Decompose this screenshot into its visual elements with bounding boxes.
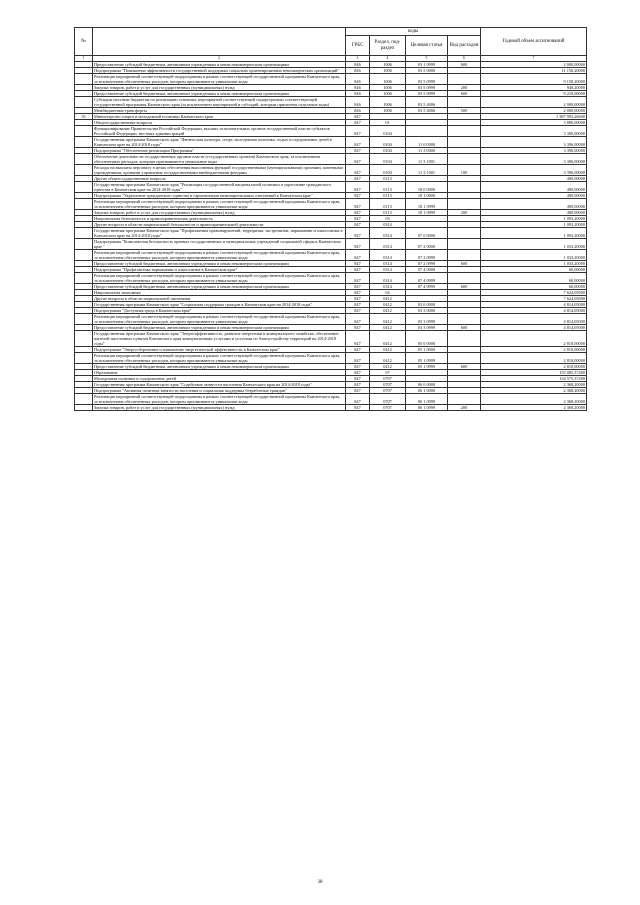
expense-kind-code: 600 (448, 260, 481, 266)
annual-sum: 490,00000 (481, 192, 587, 198)
row-name: Предоставление субсидий бюджетным, автономным учреждениям и иным некоммерческим организациям (93, 363, 346, 369)
annual-sum: 60,00000 (481, 266, 587, 272)
section-code: 0707 (370, 375, 406, 381)
grbs-code: 846 (346, 73, 370, 84)
expense-kind-code: 600 (448, 324, 481, 330)
expense-kind-code: 600 (448, 90, 481, 96)
section-code: 07 (370, 369, 406, 375)
row-name: Межбюджетные трансферты (93, 107, 346, 113)
row-name: Реализация мероприятий соответствующей подпрограммы в рамках соответствующей государственной программы Камчатского края, за исключением обеспеченных расходов, которым присваиваются уникальные коды (93, 272, 346, 283)
row-name: Государственная программа Камчатского края "Содействие занятости населения Камчатского края на 2014-2018 годы" (93, 381, 346, 387)
row-number (75, 227, 93, 238)
target-item-code: 03 5 0000 (406, 67, 448, 73)
grbs-code: 847 (346, 307, 370, 313)
annual-sum: 60,00000 (481, 272, 587, 283)
row-number (75, 136, 93, 147)
target-item-code: 06 0 0000 (406, 381, 448, 387)
annual-sum: 1 093,20000 (481, 221, 587, 227)
target-item-code: 03 3 0999 (406, 324, 448, 330)
annual-sum: 1 387 993,26600 (481, 113, 587, 119)
table-row (75, 181, 587, 192)
annual-sum: 2 368,20000 (481, 381, 587, 387)
annual-sum: 490,00000 (481, 181, 587, 192)
section-code: 0113 (370, 181, 406, 192)
row-name: Государственная программа Камчатского края "Энергоэффективность, развитие энергетики и коммунального хозяйства, обеспечение жителей населенных пунктов Камчатского края коммунальными услугами и услугами по благоустройству территорий на 2014-2018 годы" (93, 330, 346, 346)
row-name: Министерство спорта и молодежной политики Камчатского края (93, 113, 346, 119)
table-row (75, 352, 587, 363)
row-number (75, 198, 93, 209)
table-row (75, 393, 587, 404)
annual-sum: 2 810,00000 (481, 346, 587, 352)
annual-sum: 1 033,20000 (481, 249, 587, 260)
annual-sum: 3 396,00000 (481, 125, 587, 136)
row-name: Подпрограмма "Профилактика наркомании и алкоголизма в Камчатском крае" (93, 266, 346, 272)
section-code: 0412 (370, 352, 406, 363)
grbs-code: 846 (346, 96, 370, 107)
target-item-code: 07 4 0999 (406, 283, 448, 289)
expense-kind-code: 600 (448, 283, 481, 289)
annual-sum: 155 085,37400 (481, 369, 587, 375)
annual-sum: 940,20000 (481, 84, 587, 90)
row-name: Реализация мероприятий соответствующей подпрограммы в рамках соответствующей государственной программы Камчатского края, за исключением обеспеченных расходов, которым присваиваются уникальные коды (93, 352, 346, 363)
grbs-code: 847 (346, 272, 370, 283)
target-item-code: 03 3 0999 (406, 313, 448, 324)
column-index: 3 (346, 56, 370, 62)
target-item-code: 07 4 0999 (406, 272, 448, 283)
section-code: 0113 (370, 209, 406, 215)
section-code: 0314 (370, 238, 406, 249)
annual-sum: 3 396,00000 (481, 147, 587, 153)
annual-sum: 60,00000 (481, 283, 587, 289)
annual-sum: 8 210,00000 (481, 90, 587, 96)
row-number (75, 330, 93, 346)
expense-kind-code (448, 313, 481, 324)
section-code: 0412 (370, 324, 406, 330)
annual-sum: 2 368,20000 (481, 387, 587, 393)
column-header-grbs: ГРБС (346, 36, 370, 56)
table-row (75, 313, 587, 324)
annual-sum: 2 810,00000 (481, 363, 587, 369)
annual-sum: 2 000,00000 (481, 107, 587, 113)
grbs-code: 847 (346, 175, 370, 181)
grbs-code: 847 (346, 181, 370, 192)
section-code: 0412 (370, 330, 406, 346)
row-name: Подпрограмма "Обеспечение реализации Программы" (93, 147, 346, 153)
page-number: 38 (317, 880, 323, 885)
section-code: 01 (370, 119, 406, 125)
row-name: Закупка товаров, работ и услуг для государственных (муниципальных) нужд (93, 84, 346, 90)
section-code: 1006 (370, 96, 406, 107)
annual-sum: 7 624,05000 (481, 289, 587, 295)
expense-kind-code (448, 227, 481, 238)
grbs-code: 847 (346, 260, 370, 266)
section-code: 0104 (370, 147, 406, 153)
expense-kind-code (448, 136, 481, 147)
column-header-target-item: Целевая статья (406, 36, 448, 56)
expense-kind-code: 200 (448, 404, 481, 410)
target-item-code: 18 0 0000 (406, 181, 448, 192)
row-name: Субсидии местным бюджетам на реализацию основных мероприятий соответствующей подпрограммы соответствующей государственной программы Камчатского края (за исключением мероприятий и субсидий, которым присвоены отдельные коды) (93, 96, 346, 107)
target-item-code: 11 3 1001 (406, 164, 448, 175)
grbs-code: 847 (346, 249, 370, 260)
row-number (75, 404, 93, 410)
annual-sum: 2 810,00000 (481, 330, 587, 346)
column-header-name (93, 28, 346, 56)
grbs-code: 847 (346, 324, 370, 330)
row-name: Подпрограмма "Активная политика занятости населения и социальная поддержка безработных граждан" (93, 387, 346, 393)
grbs-code: 847 (346, 346, 370, 352)
target-item-code: 18 1 0999 (406, 209, 448, 215)
grbs-code: 846 (346, 84, 370, 90)
row-name: Реализация мероприятий соответствующей подпрограммы в рамках соответствующей государственной программы Камчатского края, за исключением обеспеченных расходов, которым присваиваются уникальные коды (93, 249, 346, 260)
column-index: 4 (370, 56, 406, 62)
target-item-code: 03 5 4006 (406, 96, 448, 107)
row-number (75, 238, 93, 249)
row-name: Государственная программа Камчатского края "Профилактика правонарушений, терроризма, экстремизма, наркомании и алкоголизма в Камчатском крае на 2014-2018 годы" (93, 227, 346, 238)
expense-kind-code (448, 181, 481, 192)
row-number (75, 313, 93, 324)
annual-sum: 7 624,05000 (481, 295, 587, 301)
section-code: 03 (370, 215, 406, 221)
grbs-code: 847 (346, 381, 370, 387)
row-name: Реализация мероприятий соответствующей подпрограммы в рамках соответствующей государственной программы Камчатского края, за исключением обеспеченных расходов, которым присваиваются уникальные коды (93, 198, 346, 209)
row-name: Закупка товаров, работ и услуг для государственных (муниципальных) нужд (93, 209, 346, 215)
row-number (75, 393, 93, 404)
annual-sum: 490,00000 (481, 198, 587, 209)
row-name: Предоставление субсидий бюджетным, автономным учреждениям и иным некоммерческим организациям (93, 61, 346, 67)
grbs-code: 846 (346, 90, 370, 96)
row-name: Предоставление субсидий бюджетным, автономным учреждениям и иным некоммерческим организациям (93, 90, 346, 96)
target-item-code: 11 0 0000 (406, 136, 448, 147)
row-name: Подпрограмма "Повышение эффективности государственной поддержки социально ориентированных некоммерческих организаций" (93, 67, 346, 73)
expense-kind-code (448, 352, 481, 363)
section-code: 0113 (370, 198, 406, 209)
row-number: 35 (75, 113, 93, 119)
grbs-code: 847 (346, 153, 370, 164)
column-header-number: № (75, 28, 93, 56)
annual-sum: 2 368,20000 (481, 404, 587, 410)
table-row (75, 198, 587, 209)
column-index: 1 (75, 56, 93, 62)
expense-kind-code: 600 (448, 61, 481, 67)
annual-sum: 2 368,20000 (481, 393, 587, 404)
row-name: Закупка товаров, работ и услуг для государственных (муниципальных) нужд (93, 404, 346, 410)
annual-sum: 4 814,05000 (481, 313, 587, 324)
grbs-code: 847 (346, 266, 370, 272)
column-index: 2 (93, 56, 346, 62)
target-item-code: 03 5 0999 (406, 90, 448, 96)
column-index: 6 (448, 56, 481, 62)
target-item-code: 05 0 0000 (406, 330, 448, 346)
target-item-code: 06 1 0000 (406, 387, 448, 393)
row-number (75, 181, 93, 192)
table-row (75, 227, 587, 238)
grbs-code: 847 (346, 209, 370, 215)
row-number (75, 352, 93, 363)
grbs-code: 847 (346, 283, 370, 289)
row-name: Функционирование Правительства Российской Федерации, высших исполнительных органов государственной власти субъектов Российской Федерации, местных администраций (93, 125, 346, 136)
expense-kind-code (448, 393, 481, 404)
section-code: 0314 (370, 266, 406, 272)
section-code: 0707 (370, 404, 406, 410)
annual-sum: 154 575,37400 (481, 375, 587, 381)
grbs-code: 847 (346, 221, 370, 227)
grbs-code: 847 (346, 136, 370, 147)
row-name: Реализация мероприятий соответствующей подпрограммы в рамках соответствующей государственной программы Камчатского края, за исключением обеспеченных расходов, которым присваиваются уникальные коды (93, 393, 346, 404)
grbs-code: 847 (346, 330, 370, 346)
target-item-code (406, 125, 448, 136)
table-row (75, 164, 587, 175)
grbs-code: 846 (346, 107, 370, 113)
target-item-code: 07 2 0000 (406, 238, 448, 249)
annual-sum: 9 150,20000 (481, 73, 587, 84)
row-name: Предоставление субсидий бюджетным, автономным учреждениям и иным некоммерческим организациям (93, 283, 346, 289)
table-row (75, 96, 587, 107)
target-item-code: 05 1 0999 (406, 352, 448, 363)
row-number (75, 249, 93, 260)
row-name: Общегосударственные вопросы (93, 119, 346, 125)
section-code: 0314 (370, 221, 406, 227)
target-item-code: 07 2 0999 (406, 260, 448, 266)
annual-sum: 4 814,05000 (481, 324, 587, 330)
annual-sum: 3 886,00000 (481, 119, 587, 125)
section-code: 04 (370, 289, 406, 295)
target-item-code: 18 1 0999 (406, 198, 448, 209)
grbs-code: 847 (346, 119, 370, 125)
row-name: Другие вопросы в области национальной безопасности и правоохранительной деятельности (93, 221, 346, 227)
annual-sum: 4 814,05000 (481, 301, 587, 307)
table-row (75, 249, 587, 260)
section-code: 0104 (370, 136, 406, 147)
row-name: Подпрограмма "Энергосбережение и повышение энергетической эффективности в Камчатском крае" (93, 346, 346, 352)
annual-sum: 2 000,00000 (481, 61, 587, 67)
grbs-code: 847 (346, 387, 370, 393)
section-code: 0314 (370, 227, 406, 238)
target-item-code: 07 0 0000 (406, 227, 448, 238)
target-item-code: 06 1 0999 (406, 404, 448, 410)
expense-kind-code: 200 (448, 209, 481, 215)
row-name: Образование (93, 369, 346, 375)
column-header-section: Раздел, под-раздел (370, 36, 406, 56)
section-code: 0412 (370, 295, 406, 301)
target-item-code: 07 4 0000 (406, 266, 448, 272)
annual-sum: 490,00000 (481, 209, 587, 215)
row-name: Расходы на выплаты персоналу в целях обеспечения выполнения функций государственными (муниципальными) органами, казенными учреждениями, органами управления государственными внебюджетными фондами (93, 164, 346, 175)
section-code: 0707 (370, 393, 406, 404)
annual-sum: 2 000,00000 (481, 96, 587, 107)
annual-sum: 2 810,00000 (481, 352, 587, 363)
section-code: 1006 (370, 84, 406, 90)
section-code: 1006 (370, 61, 406, 67)
section-code: 0412 (370, 307, 406, 313)
target-item-code: 03 3 0000 (406, 307, 448, 313)
target-item-code: 11 3 0000 (406, 147, 448, 153)
grbs-code: 847 (346, 352, 370, 363)
section-code: 1006 (370, 73, 406, 84)
grbs-code: 846 (346, 61, 370, 67)
table-row (75, 272, 587, 283)
expense-kind-code (448, 198, 481, 209)
row-name: Подпрограмма "Доступная среда в Камчатском крае" (93, 307, 346, 313)
grbs-code: 847 (346, 147, 370, 153)
expense-kind-code: 200 (448, 84, 481, 90)
grbs-code: 847 (346, 198, 370, 209)
grbs-code: 847 (346, 393, 370, 404)
grbs-code: 846 (346, 67, 370, 73)
table-row (75, 73, 587, 84)
target-item-code: 03 5 0999 (406, 73, 448, 84)
section-code: 0412 (370, 363, 406, 369)
annual-sum: 11 150,20000 (481, 67, 587, 73)
row-name: Национальная безопасность и правоохранительная деятельность (93, 215, 346, 221)
section-code: 1006 (370, 67, 406, 73)
row-name: Другие вопросы в области национальной экономики (93, 295, 346, 301)
grbs-code: 847 (346, 113, 370, 119)
section-code: 0412 (370, 346, 406, 352)
section-code: 0314 (370, 272, 406, 283)
budget-document-page (74, 27, 586, 411)
section-code: 0113 (370, 175, 406, 181)
expense-kind-code (448, 272, 481, 283)
target-item-code: 05 1 0999 (406, 363, 448, 369)
expense-kind-code: 500 (448, 107, 481, 113)
column-header-codes: коды (346, 28, 481, 36)
section-code: 0104 (370, 153, 406, 164)
column-header-annual-sum: Годовой объем ассигнований (481, 28, 587, 56)
section-code: 1006 (370, 107, 406, 113)
grbs-code: 847 (346, 375, 370, 381)
table-row (75, 330, 587, 346)
row-number (75, 73, 93, 84)
section-code: 0412 (370, 301, 406, 307)
target-item-code: 03 5 0999 (406, 84, 448, 90)
target-item-code: 18 1 0000 (406, 192, 448, 198)
section-code: 0314 (370, 260, 406, 266)
row-name: Другие общегосударственные вопросы (93, 175, 346, 181)
row-name: Подпрограмма "Комплексная безопасность краевых государственных и муниципальных учреждений социальной сферы в Камчатском крае " (93, 238, 346, 249)
section-code: 1006 (370, 90, 406, 96)
grbs-code: 847 (346, 295, 370, 301)
grbs-code: 847 (346, 215, 370, 221)
annual-sum: 1 033,20000 (481, 260, 587, 266)
target-item-code: 07 2 0999 (406, 249, 448, 260)
grbs-code: 847 (346, 301, 370, 307)
table-row (75, 404, 587, 410)
annual-sum: 1 033,20000 (481, 238, 587, 249)
annual-sum: 1 093,20000 (481, 227, 587, 238)
expense-kind-code (448, 330, 481, 346)
target-item-code: 05 1 0000 (406, 346, 448, 352)
table-row (75, 125, 587, 136)
grbs-code: 847 (346, 289, 370, 295)
section-code: 0104 (370, 125, 406, 136)
row-name: Реализация мероприятий соответствующей подпрограммы в рамках соответствующей государственной программы Камчатского края, за исключением обеспеченных расходов, которым присваиваются уникальные коды (93, 313, 346, 324)
annual-sum: 1 093,20000 (481, 215, 587, 221)
grbs-code: 847 (346, 125, 370, 136)
row-name: Молодежная политика и оздоровление детей (93, 375, 346, 381)
table-row (75, 238, 587, 249)
target-item-code: 03 0 0000 (406, 301, 448, 307)
target-item-code: 06 1 0999 (406, 393, 448, 404)
section-code: 0314 (370, 283, 406, 289)
annual-sum: 3 396,00000 (481, 136, 587, 147)
annual-sum: 490,00000 (481, 175, 587, 181)
section-code: 0314 (370, 249, 406, 260)
row-number (75, 272, 93, 283)
expense-kind-code (448, 153, 481, 164)
row-name: Предоставление субсидий бюджетным, автономным учреждениям и иным некоммерческим организациям (93, 260, 346, 266)
section-code: 0707 (370, 381, 406, 387)
annual-sum: 4 814,05000 (481, 307, 587, 313)
grbs-code: 847 (346, 404, 370, 410)
table-body (75, 61, 587, 410)
row-name: Реализация мероприятий соответствующей подпрограммы в рамках соответствующей государственной программы Камчатского края, за исключением обеспеченных расходов, которым присваиваются уникальные коды (93, 73, 346, 84)
expense-kind-code: 100 (448, 164, 481, 175)
column-index: 7 (481, 56, 587, 62)
section-code: 0412 (370, 313, 406, 324)
expense-kind-code: 600 (448, 363, 481, 369)
grbs-code: 847 (346, 369, 370, 375)
table-row (75, 136, 587, 147)
budget-allocation-table (74, 27, 587, 411)
grbs-code: 847 (346, 227, 370, 238)
row-name: Национальная экономика (93, 289, 346, 295)
expense-kind-code (448, 96, 481, 107)
expense-kind-code (448, 125, 481, 136)
row-number (75, 96, 93, 107)
row-name: Государственная программа Камчатского края "Физическая культура, спорт, молодежная политика, отдых и оздоровление детей в Камчатском крае на 2014-2018 годы" (93, 136, 346, 147)
grbs-code: 847 (346, 192, 370, 198)
row-number (75, 153, 93, 164)
grbs-code: 847 (346, 363, 370, 369)
column-index: 5 (406, 56, 448, 62)
expense-kind-code (448, 73, 481, 84)
annual-sum: 3 396,00000 (481, 153, 587, 164)
section-code: 0104 (370, 164, 406, 175)
section-code: 0707 (370, 387, 406, 393)
target-item-code: 03 1 0999 (406, 61, 448, 67)
expense-kind-code (448, 238, 481, 249)
expense-kind-code (448, 249, 481, 260)
section-code: 0113 (370, 192, 406, 198)
row-name: Обеспечение деятельности государственных органов власти (государственных органов) Камчатского края, за исключением обеспеченных расходов, которым присваиваются уникальные коды (93, 153, 346, 164)
row-name: Предоставление субсидий бюджетным, автономным учреждениям и иным некоммерческим организациям (93, 324, 346, 330)
column-header-expense-kind: Вид расходов (448, 36, 481, 56)
grbs-code: 847 (346, 313, 370, 324)
target-item-code: 11 3 1001 (406, 153, 448, 164)
row-name: Государственная программа Камчатского края "Социальная поддержка граждан в Камчатском крае на 2014-2018 годы" (93, 301, 346, 307)
row-name: Подпрограмма "Укрепление гражданского единства и гармонизация межнациональных отношений в Камчатском крае" (93, 192, 346, 198)
row-name: Государственная программа Камчатского края "Реализация государственной национальной политики и укрепление гражданского единства в Камчатском крае на 2014-2018 годы" (93, 181, 346, 192)
grbs-code: 847 (346, 164, 370, 175)
annual-sum: 3 396,00000 (481, 164, 587, 175)
grbs-code: 847 (346, 238, 370, 249)
table-row (75, 153, 587, 164)
target-item-code: 03 5 4006 (406, 107, 448, 113)
row-number (75, 164, 93, 175)
row-number (75, 125, 93, 136)
